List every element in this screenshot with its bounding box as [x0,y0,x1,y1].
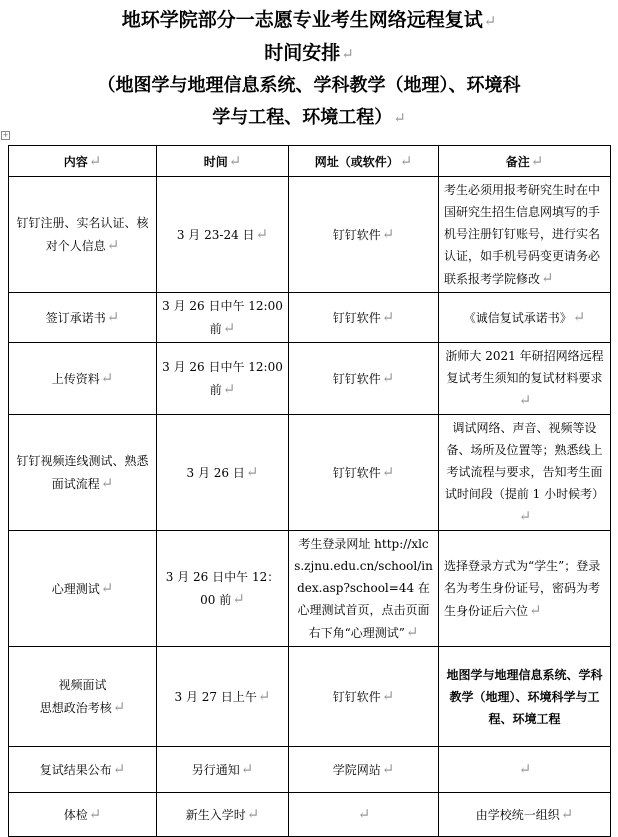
cell-content: 体检↵ [9,793,157,837]
cell-content: 视频面试 思想政治考核↵ [9,647,157,747]
cell-url: 学院网站↵ [289,747,439,793]
schedule-table [8,145,611,837]
cell-note: 考生必须用报考研究生时在中国研究生招生信息网填写的手机号注册钉钉账号，进行实名认证，如手机号码变更请务必联系报考学院修改↵ [439,177,611,293]
cell-note: 选择登录方式为“学生”；登录名为考生身份证号，密码为考生身份证后六位↵ [439,531,611,647]
cell-note: ↵ [439,747,611,793]
cell-url: ↵ [289,793,439,837]
table-row [9,793,611,837]
cell-note: 浙师大 2021 年研招网络远程复试考生须知的复试材料要求↵ [439,343,611,415]
cell-note: 地图学与地理信息系统、学科教学（地理）、环境科学与工程、环境工程 [439,647,611,747]
table-row [9,647,611,747]
cell-url: 钉钉软件↵ [289,343,439,415]
header-content: 内容↵ [9,146,157,177]
cell-url: 钉钉软件↵ [289,177,439,293]
cell-content: 钉钉注册、实名认证、核对个人信息↵ [9,177,157,293]
table-header-row [9,146,611,177]
cell-content-line: 视频面试 [58,678,107,692]
cell-url: 钉钉软件↵ [289,415,439,531]
header-url: 网址（或软件）↵ [289,146,439,177]
cell-time: 3 月 26 日中午 12:00 前↵ [157,343,289,415]
cell-time: 另行通知↵ [157,747,289,793]
cell-url: 钉钉软件↵ [289,647,439,747]
table-row [9,415,611,531]
document-title [0,4,618,134]
cell-time: 3 月 27 日上午↵ [157,647,289,747]
cell-content: 钉钉视频连线测试、熟悉面试流程↵ [9,415,157,531]
title-line-4: 学与工程、环境工程）↵ [212,107,406,128]
cell-note: 《诚信复试承诺书》↵ [439,293,611,343]
cell-content: 上传资料↵ [9,343,157,415]
table-row [9,177,611,293]
header-time: 时间↵ [157,146,289,177]
title-line-1: 地环学院部分一志愿专业考生网络远程复试↵ [121,9,497,31]
cell-time: 3 月 26 日↵ [157,415,289,531]
table-row [9,747,611,793]
cell-note: 调试网络、声音、视频等设备、场所及位置等；熟悉线上考试流程与要求，告知考生面试时间段（提前 1 小时候考）↵ [439,415,611,531]
cell-time: 3 月 26 日中午 12:00 前↵ [157,293,289,343]
table-row [9,343,611,415]
title-line-3: （地图学与地理信息系统、学科教学（地理）、环境科 [97,75,521,96]
title-line-2: 时间安排↵ [264,42,354,64]
table-row [9,531,611,647]
cell-url: 钉钉软件↵ [289,293,439,343]
table-row [9,293,611,343]
cell-content: 复试结果公布↵ [9,747,157,793]
cell-time: 3 月 26 日中午 12：00 前↵ [157,531,289,647]
header-note: 备注↵ [439,146,611,177]
cell-time: 新生入学时↵ [157,793,289,837]
cell-note: 由学校统一组织↵ [439,793,611,837]
cell-content: 心理测试↵ [9,531,157,647]
cell-content: 签订承诺书↵ [9,293,157,343]
cell-time: 3 月 23-24 日↵ [157,177,289,293]
cell-url: 考生登录网址 http://xlcs.zjnu.edu.cn/school/index.asp?school=44 在心理测试首页，点击页面右下角“心理测试”↵ [289,531,439,647]
table-move-handle-icon[interactable]: + [2,131,9,139]
cell-content-line: 思想政治考核 [39,701,112,715]
